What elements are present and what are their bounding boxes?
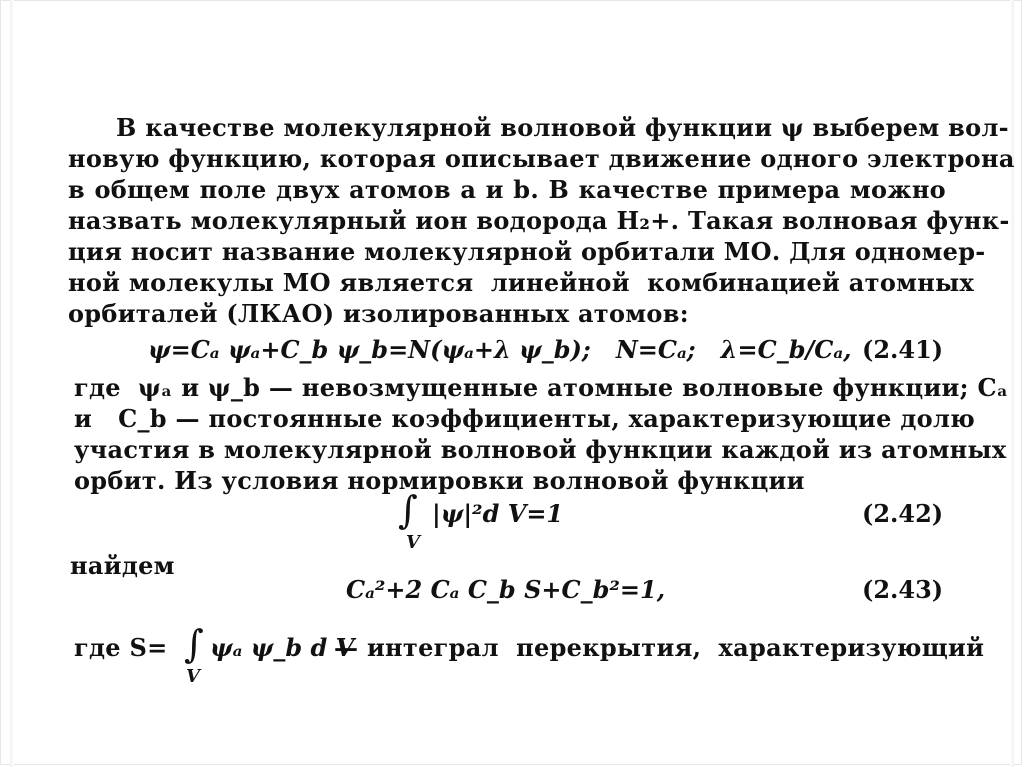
text-line: орбит. Из условия нормировки волновой функции xyxy=(74,466,805,495)
text-prefix: где S= xyxy=(74,633,168,662)
text-line: ция носит название молекулярной орбитали МО. Для одномер- xyxy=(68,237,986,266)
equation-formula: ψ=Cₐ ψₐ+C_b ψ_b=N(ψₐ+λ ψ_b); N=Cₐ; λ=C_b/Cₐ, xyxy=(148,335,852,364)
equation-formula: Cₐ²+2 Cₐ C_b S+C_b²=1, xyxy=(346,575,666,604)
text-line: орбиталей (ЛКАО) изолированных атомов: xyxy=(68,299,689,328)
text-line: и C_b — постоянные коэффициенты, характеризующие долю xyxy=(74,404,976,433)
integral-subscript: V xyxy=(186,666,200,687)
text-line: В качестве молекулярной волновой функции ψ выберем вол- xyxy=(116,113,1009,142)
text-line: где ψₐ и ψ_b — невозмущенные атомные волновые функции; Cₐ xyxy=(74,373,1009,402)
equation-number: (2.41) xyxy=(862,335,944,364)
integral-sign: ∫ xyxy=(398,488,418,532)
equation-formula: |ψ|²d V=1 xyxy=(432,499,564,528)
text-line: назвать молекулярный ион водорода H₂+. Такая волновая функ- xyxy=(68,206,1010,235)
text-line: участия в молекулярной волновой функции каждой из атомных xyxy=(74,435,1007,464)
equation-number: (2.43) xyxy=(862,575,944,604)
text-line: в общем поле двух атомов a и b. В качестве примера можно xyxy=(68,175,946,204)
integral-subscript: V xyxy=(406,532,420,553)
integrand: ψₐ ψ_b d V xyxy=(210,633,355,662)
text-line: ной молекулы МО является линейной комбинацией атомных xyxy=(68,268,975,297)
integral-sign: ∫ xyxy=(184,622,204,666)
text-suffix: — интеграл перекрытия, характеризующий xyxy=(334,633,985,662)
text-line: новую функцию, которая описывает движение одного электрона xyxy=(68,144,1015,173)
equation-number: (2.42) xyxy=(862,499,944,528)
word-najdem: найдем xyxy=(70,551,175,580)
